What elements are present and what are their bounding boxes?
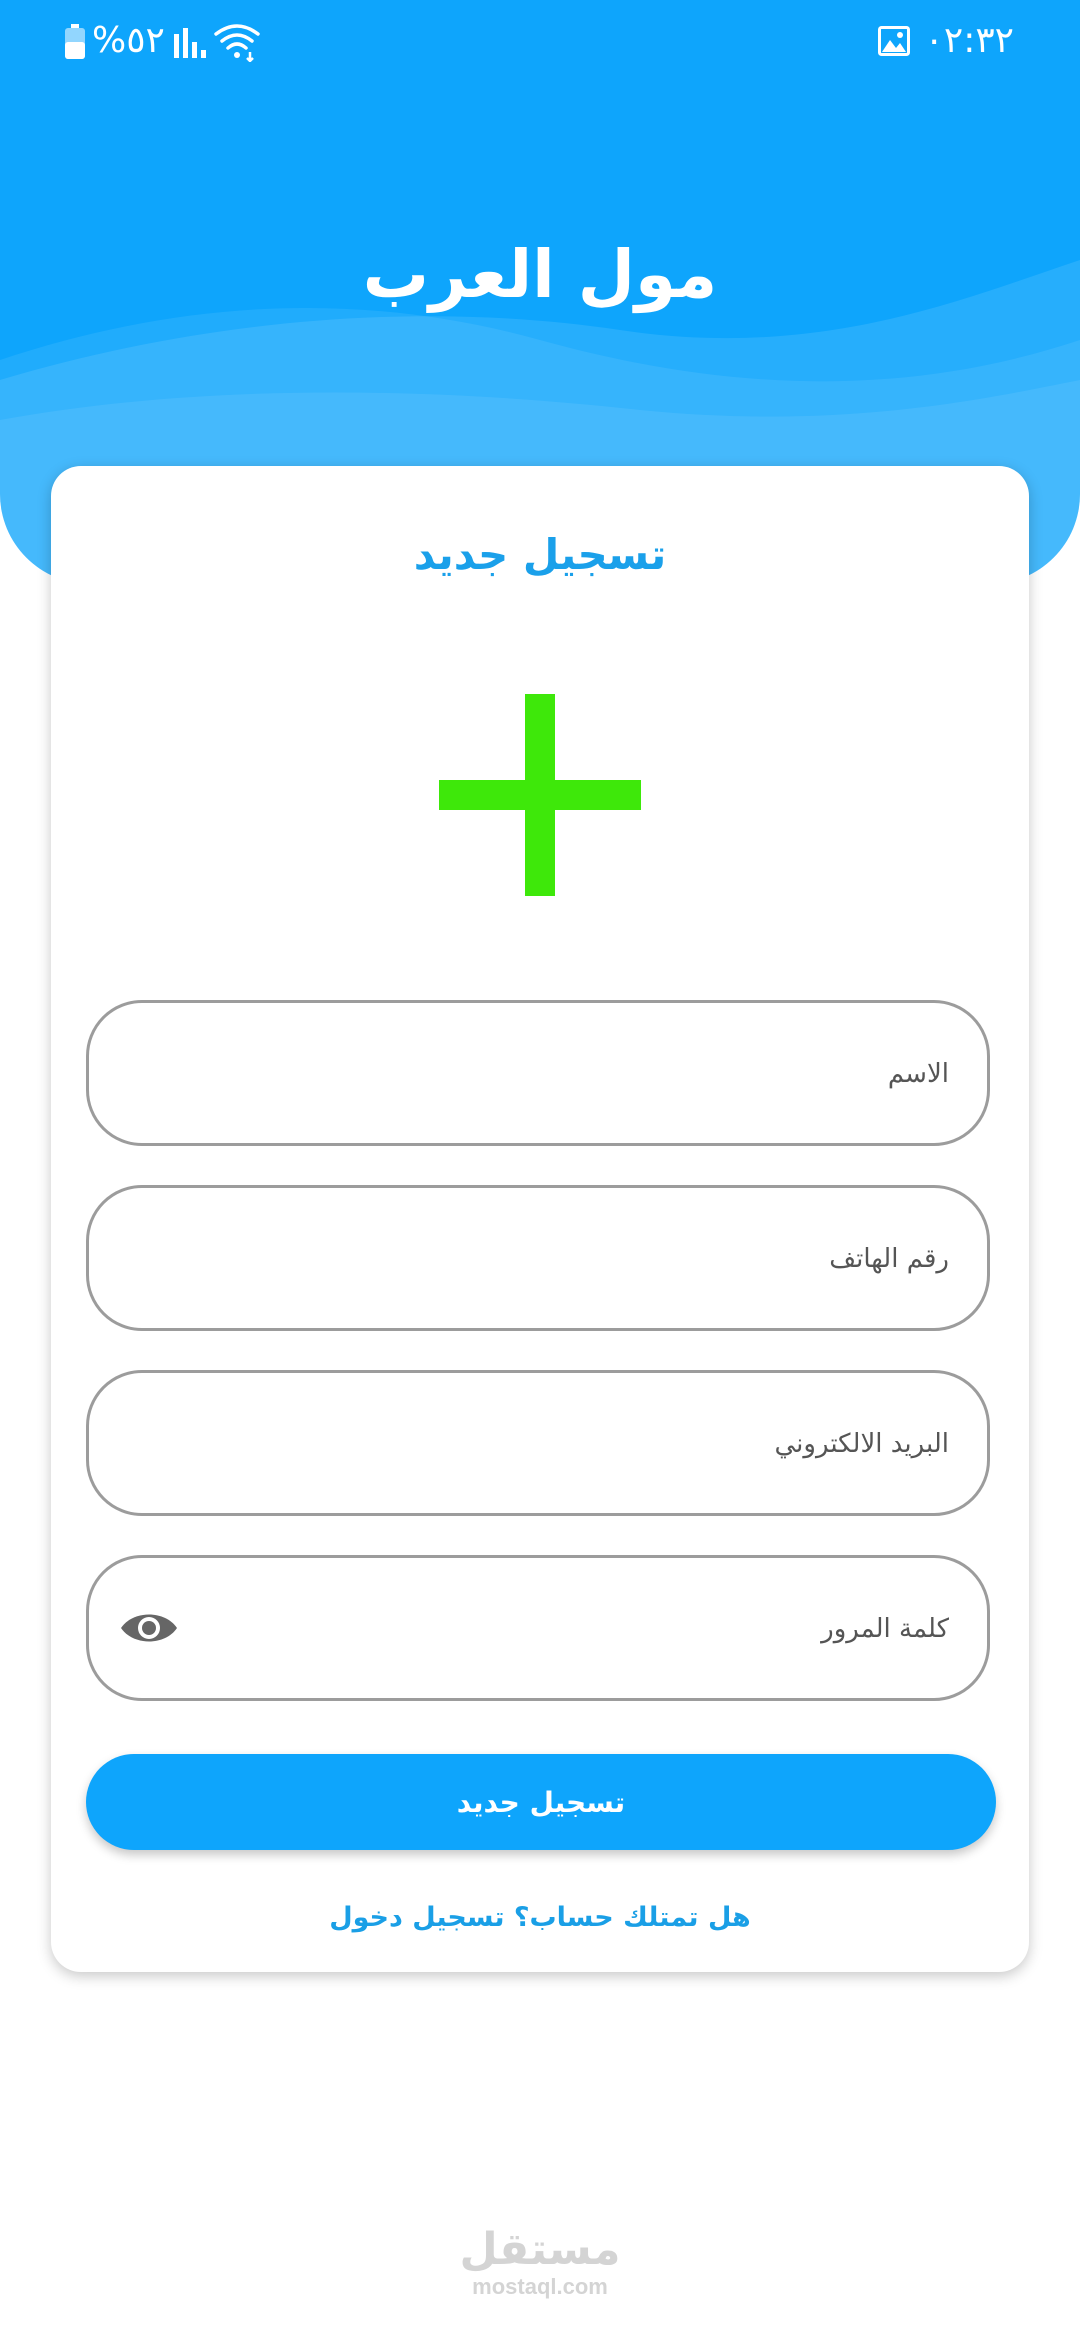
login-link[interactable]: هل تمتلك حساب؟ تسجيل دخول [329, 1902, 751, 1933]
email-input[interactable] [199, 1373, 951, 1515]
watermark-latin: mostaql.com [472, 2274, 608, 2299]
add-photo-button[interactable] [439, 694, 641, 896]
name-input[interactable] [199, 1003, 951, 1145]
signal-icon [174, 26, 208, 58]
plus-icon-horizontal [439, 780, 641, 810]
name-field [86, 1000, 990, 1146]
password-field [86, 1555, 990, 1701]
status-time: ٠٢:٣٢ [924, 20, 1014, 61]
phone-input[interactable] [199, 1188, 951, 1330]
status-bar [0, 0, 1080, 84]
phone-field [86, 1185, 990, 1331]
register-button[interactable]: تسجيل جديد [86, 1754, 996, 1850]
battery-icon [64, 24, 86, 60]
email-field [86, 1370, 990, 1516]
battery-percentage: %٥٢ [92, 20, 165, 61]
wifi-icon [214, 22, 260, 62]
eye-icon[interactable] [119, 1608, 179, 1648]
watermark-logo [0, 2226, 1080, 2300]
register-card [51, 466, 1029, 1972]
gallery-icon [878, 26, 910, 56]
app-title: مول العرب [362, 236, 718, 313]
password-input[interactable] [199, 1558, 951, 1700]
form-title: تسجيل جديد [413, 530, 667, 579]
watermark-arabic: مستقل [459, 2224, 621, 2275]
